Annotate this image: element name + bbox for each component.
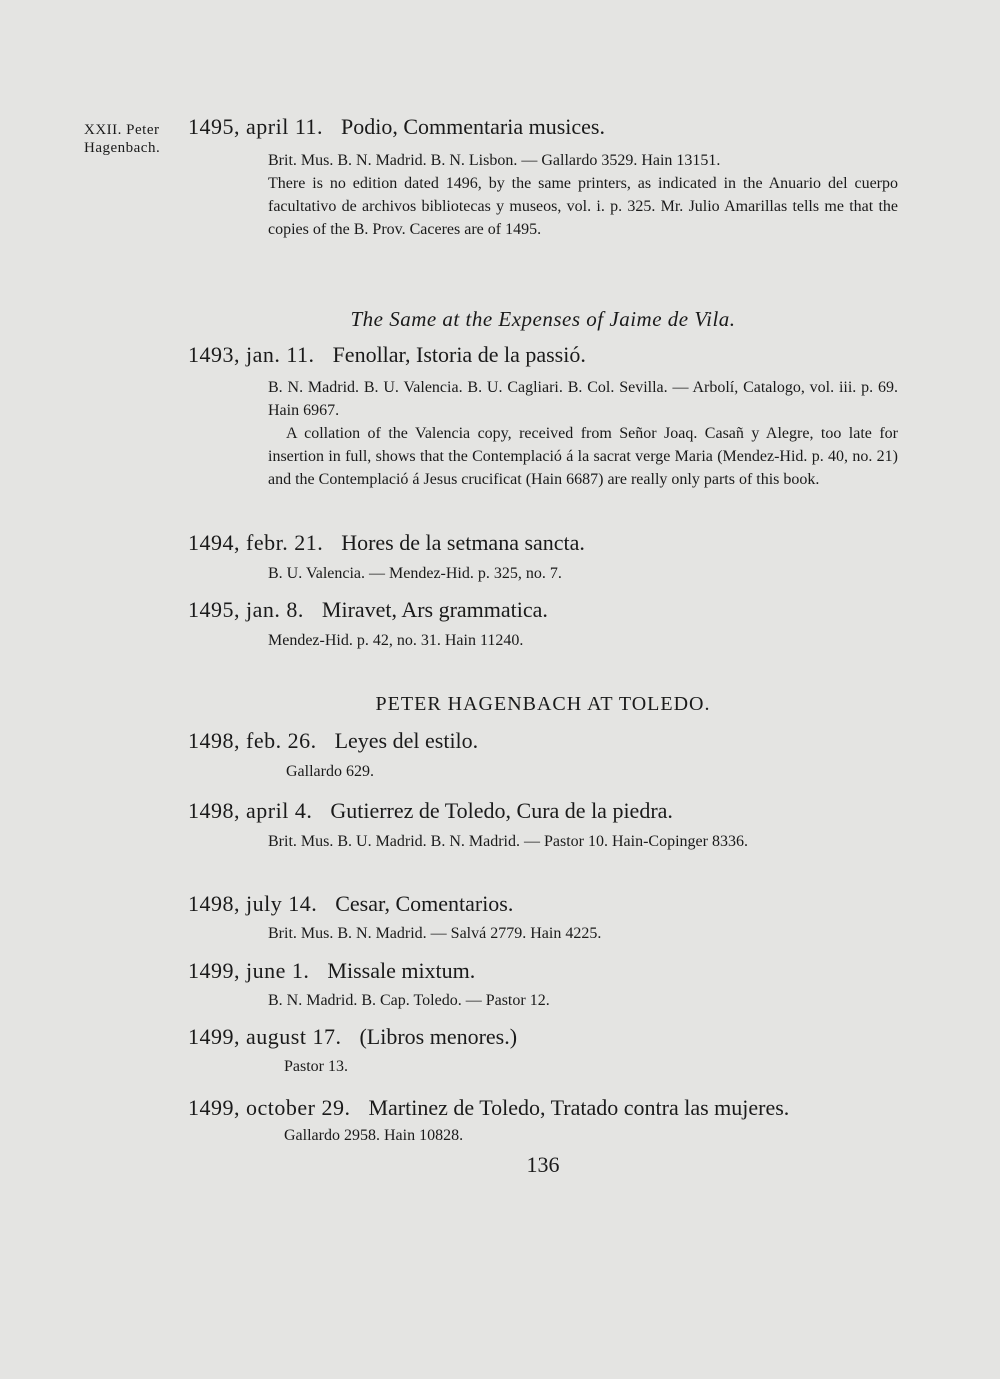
entry-title: Hores de la setmana sancta.	[341, 530, 585, 555]
entry-gutierrez	[188, 798, 898, 853]
entry-reference: B. N. Madrid. B. U. Valencia. B. U. Cagliari. B. Col. Sevilla. — Arbolí, Catalogo, vol. iii. p. 69. Hain 6967.	[268, 379, 898, 419]
entry-reference: Brit. Mus. B. U. Madrid. B. N. Madrid. — Pastor 10. Hain-Copinger 8336.	[268, 833, 748, 850]
entry-reference: Brit. Mus. B. N. Madrid. — Salvá 2779. Hain 4225.	[268, 925, 602, 942]
entry-date: 1495, april 11.	[188, 114, 323, 139]
entry-missale	[188, 958, 898, 1012]
entry-date: 1499, august 17.	[188, 1024, 342, 1049]
margin-note-line1: XXII. Peter	[84, 122, 160, 138]
entry-date: 1494, febr. 21.	[188, 530, 324, 555]
entry-cesar	[188, 891, 898, 945]
entry-date: 1498, july 14.	[188, 891, 318, 916]
entry-reference: Gallardo 629.	[286, 763, 374, 780]
entry-title: Missale mixtum.	[327, 958, 476, 983]
section-heading-toledo: PETER HAGENBACH AT TOLEDO.	[375, 693, 711, 715]
entry-reference: Gallardo 2958. Hain 10828.	[284, 1127, 464, 1144]
entry-title: Miravet, Ars grammatica.	[321, 597, 548, 622]
entry-title: Gutierrez de Toledo, Cura de la piedra.	[330, 798, 673, 823]
entry-note: A collation of the Valencia copy, received from Señor Joaq. Casañ y Alegre, too late for insertion in full, shows that the Contemplació á la sacrat verge Maria (Mendez-Hid. p. 40, no. 21) and the Contemplació á Jesus crucificat (Hain 6687) are really only parts of this book.	[268, 425, 898, 488]
entry-date: 1498, feb. 26.	[188, 728, 317, 753]
entry-date: 1495, jan. 8.	[188, 597, 304, 622]
entry-reference: Pastor 13.	[284, 1058, 348, 1075]
entry-libros-menores	[188, 1024, 898, 1078]
entry-title: Leyes del estilo.	[334, 728, 479, 753]
entry-title: Fenollar, Istoria de la passió.	[332, 342, 586, 367]
page-number: 136	[526, 1152, 560, 1177]
entry-date: 1499, june 1.	[188, 958, 310, 983]
entry-leyes	[188, 728, 898, 783]
entry-reference: Mendez-Hid. p. 42, no. 31. Hain 11240.	[268, 632, 524, 649]
entry-podio	[188, 114, 898, 241]
entry-title: Podio, Commentaria musices.	[341, 114, 605, 139]
entry-date: 1498, april 4.	[188, 798, 313, 823]
entry-date: 1499, october 29.	[188, 1095, 351, 1120]
margin-note	[84, 121, 160, 157]
margin-note-line2: Hagenbach.	[84, 140, 161, 156]
entry-miravet	[188, 597, 898, 652]
entry-reference: B. U. Valencia. — Mendez-Hid. p. 325, no. 7.	[268, 565, 562, 582]
entry-title: Cesar, Comentarios.	[335, 891, 514, 916]
entry-hores	[188, 530, 898, 585]
entry-note: There is no edition dated 1496, by the same printers, as indicated in the Anuario del cuerpo facultativo de archivos bibliotecas y museos, vol. i. p. 325. Mr. Julio Amarillas tells me that the copies of the B. Prov. Caceres are of 1495.	[268, 175, 898, 238]
entry-fenollar	[188, 342, 898, 491]
entry-title: (Libros menores.)	[359, 1024, 518, 1049]
section-heading-jaime-de-vila: The Same at the Expenses of Jaime de Vila.	[350, 307, 736, 331]
entry-date: 1493, jan. 11.	[188, 342, 315, 367]
entry-martinez	[188, 1095, 898, 1147]
entry-title: Martinez de Toledo, Tratado contra las mujeres.	[368, 1095, 790, 1120]
entry-reference: B. N. Madrid. B. Cap. Toledo. — Pastor 12.	[268, 992, 550, 1009]
entry-reference: Brit. Mus. B. N. Madrid. B. N. Lisbon. — Gallardo 3529. Hain 13151.	[268, 152, 721, 169]
